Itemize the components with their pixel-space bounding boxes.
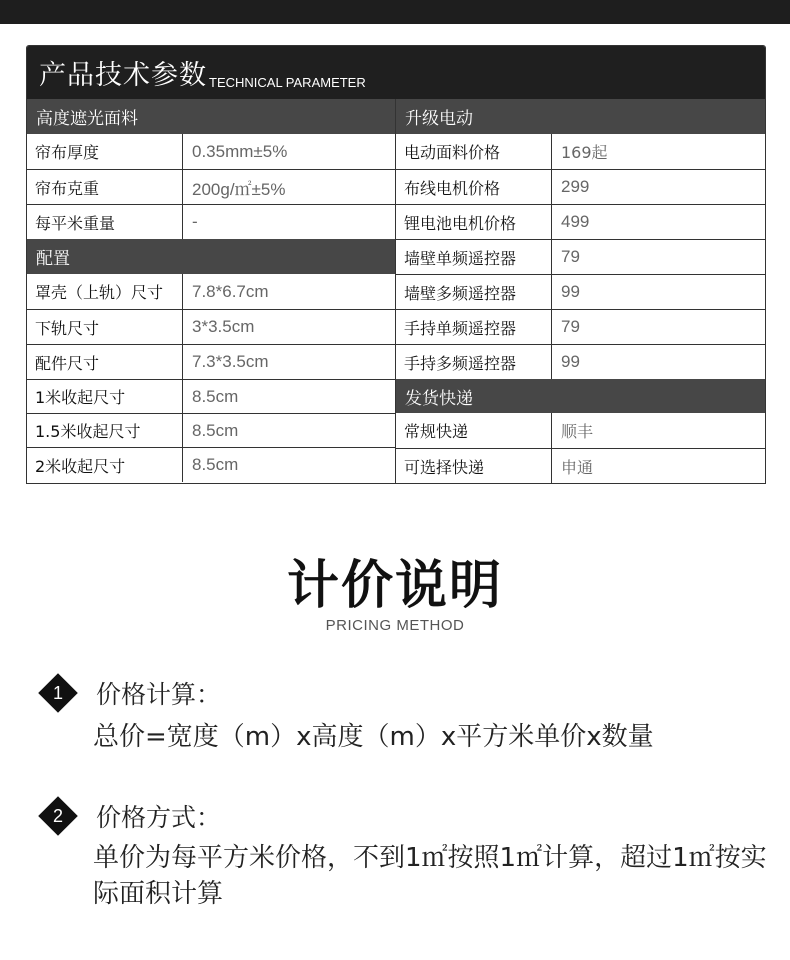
table-row (396, 448, 765, 483)
row-value: 79 (561, 247, 580, 266)
row-value: 8.5cm (192, 455, 239, 474)
row-value: 79 (561, 317, 580, 336)
row-label: 下轨尺寸 (27, 310, 183, 344)
table-row (396, 413, 765, 448)
table-row (27, 379, 395, 413)
note-body: 总价=宽度（m）x高度（m）x平方米单价x数量 (93, 722, 654, 752)
row-value: 7.3*3.5cm (192, 352, 269, 371)
row-value: 0.35mm±5% (192, 141, 288, 161)
row-label: 锂电池电机价格 (396, 205, 552, 239)
table-row (27, 204, 395, 239)
pricing-subtitle: PRICING METHOD (325, 617, 465, 634)
table-row (396, 309, 765, 344)
spec-column-left (27, 99, 396, 483)
spec-column-right (396, 99, 765, 483)
row-label: 电动面料价格 (396, 134, 552, 169)
row-label: 布线电机价格 (396, 170, 552, 204)
spec-grid (27, 99, 765, 483)
pricing-title: 计价说明 (286, 556, 503, 616)
table-row (396, 134, 765, 169)
table-row (27, 447, 395, 482)
row-label: 帘布克重 (27, 170, 183, 204)
row-value: 顺丰 (561, 422, 594, 441)
row-label: 手持多频遥控器 (396, 345, 552, 379)
table-row (27, 413, 395, 447)
table-row (396, 169, 765, 204)
note-body: 单价为每平方米价格，不到1㎡按照1㎡计算，超过1㎡按实际面积计算 (93, 843, 767, 909)
row-label: 配件尺寸 (27, 345, 183, 379)
row-label: 墙壁多频遥控器 (396, 275, 552, 309)
row-label: 墙壁单频遥控器 (396, 240, 552, 274)
row-value: 99 (561, 282, 580, 301)
spec-header (27, 46, 765, 99)
row-value: 169起 (561, 143, 608, 162)
row-label: 罩壳（上轨）尺寸 (27, 274, 183, 309)
row-value: 8.5cm (192, 420, 239, 440)
row-label: 1米收起尺寸 (27, 380, 183, 413)
section-header-fabric: 高度遮光面料 (27, 99, 395, 134)
table-row (396, 204, 765, 239)
note-heading: 价格方式： (96, 803, 222, 832)
table-row (27, 309, 395, 344)
spec-title: 产品技术参数 (39, 60, 207, 91)
row-label: 帘布厚度 (27, 134, 183, 169)
row-label: 常规快递 (396, 413, 552, 448)
spec-title-en: TECHNICAL PARAMETER (209, 75, 366, 90)
row-label: 手持单频遥控器 (396, 310, 552, 344)
row-value: 7.8*6.7cm (192, 281, 269, 301)
table-row (396, 274, 765, 309)
section-header-shipping: 发货快递 (396, 379, 765, 413)
note-heading: 价格计算： (96, 680, 222, 709)
row-value: 99 (561, 352, 580, 371)
section-header-config: 配置 (27, 239, 395, 274)
row-label: 2米收起尺寸 (27, 448, 183, 482)
row-label: 每平米重量 (27, 205, 183, 239)
row-value: - (192, 212, 198, 231)
note-number: 1 (52, 682, 63, 703)
row-value: 499 (561, 212, 590, 231)
row-label: 可选择快递 (396, 449, 552, 483)
section-header-electric: 升级电动 (396, 99, 765, 134)
table-row (27, 169, 395, 204)
row-value: 申通 (561, 457, 594, 477)
table-row (396, 344, 765, 379)
row-value: 299 (561, 177, 590, 196)
table-row (27, 134, 395, 169)
row-label: 1.5米收起尺寸 (27, 414, 183, 447)
row-value: 8.5cm (192, 386, 239, 406)
top-bar (0, 0, 790, 24)
table-row (27, 274, 395, 309)
row-value: 3*3.5cm (192, 317, 255, 336)
spec-table (26, 45, 766, 484)
table-row (396, 239, 765, 274)
note-number: 2 (52, 805, 63, 826)
table-row (27, 344, 395, 379)
row-value: 200g/㎡±5% (192, 179, 286, 199)
